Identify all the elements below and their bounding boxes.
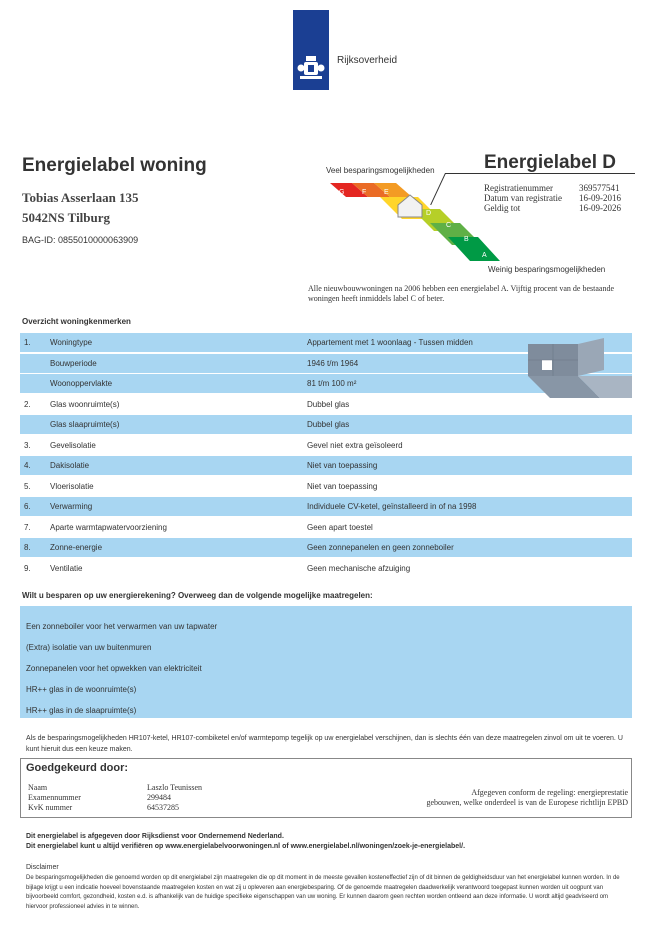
conformity-statement: Afgegeven conform de regeling: energieprestatie gebouwen, welke onderdeel is van de Europese richtlijn EPBD <box>426 788 628 807</box>
scale-letter-c: C <box>446 222 452 229</box>
row-value: Niet van toepassing <box>307 461 378 470</box>
row-label: Zonne-energie <box>50 543 103 552</box>
table-row <box>20 497 632 516</box>
row-number: 7. <box>24 522 31 532</box>
valid-until-row: Geldig tot 16-09-2026 <box>484 203 621 213</box>
row-value: Niet van toepassing <box>307 481 378 491</box>
registration-date-row: Datum van registratie 16-09-2016 <box>484 193 621 203</box>
row-value: Dubbel glas <box>307 420 350 429</box>
scale-letter-a: A <box>482 252 487 259</box>
disclaimer-title: Disclaimer <box>26 864 59 871</box>
row-value: Geen apart toestel <box>307 522 373 532</box>
row-value: Gevel niet extra geïsoleerd <box>307 440 403 450</box>
row-number: 9. <box>24 563 31 573</box>
measure-item: Een zonneboiler voor het verwarmen van uw tapwater <box>26 622 218 631</box>
disclaimer-text: De besparingsmogelijkheden die genoemd worden op dit energielabel zijn maatregelen die op dit moment in de meeste gevallen kosteneffectief zijn of dit binnen de geldigheidsduur van het energielabel kunnen worden. In de bijlage krijgt u een indicatie hoeveel bovenstaande maatregelen kosten en wat zij u opleveren aan energiebesparing. Of de genoemde maatregelen daadwerkelijk verantwoord toegepast kunnen worden uit oogpunt van bijvoorbeeld comfort, gezondheid, kosten e.d. is afhankelijk van de huidige specifieke eigenschappen van uw woning. Er kunnen daarom geen rechten worden ontleend aan deze informatie. U wordt altijd geadviseerd om hiervoor professioneel advies in te winnen. <box>26 875 620 910</box>
measure-item: HR++ glas in de woonruimte(s) <box>26 685 137 694</box>
row-label: Glas woonruimte(s) <box>50 399 120 409</box>
table-row <box>20 436 632 455</box>
row-value: 81 t/m 100 m² <box>307 379 357 388</box>
row-value: Individuele CV-ketel, geïnstalleerd in of na 1998 <box>307 502 477 511</box>
row-label: Gevelisolatie <box>50 440 96 450</box>
row-number: 3. <box>24 440 31 450</box>
logo-text: Rijksoverheid <box>337 55 398 66</box>
kvk-number-label: KvK nummer <box>28 803 73 812</box>
measure-item: (Extra) isolatie van uw buitenmuren <box>26 643 152 652</box>
address-street: Tobias Asserlaan 135 <box>22 190 139 205</box>
label-intro-text: Alle nieuwbouwwoningen na 2006 hebben een energielabel A. Vijftig procent van de bestaande woningen heeft inmiddels label C of beter. <box>308 284 615 303</box>
scale-letter-g: G <box>339 189 345 196</box>
energy-label-title: Energielabel D <box>484 152 616 173</box>
row-value: Appartement met 1 woonlaag - Tussen midden <box>307 338 473 347</box>
row-label: Dakisolatie <box>50 461 90 470</box>
row-number: 8. <box>24 543 31 552</box>
row-number: 5. <box>24 481 31 491</box>
label-divider <box>445 173 635 174</box>
row-label: Glas slaapruimte(s) <box>50 420 120 429</box>
row-label: Aparte warmtapwatervoorziening <box>50 522 167 532</box>
table-row <box>20 518 632 537</box>
measure-item: Zonnepanelen voor het opwekken van elektriciteit <box>26 664 202 673</box>
row-label: Verwarming <box>50 502 93 511</box>
scale-letter-e: E <box>384 189 389 196</box>
measure-item: HR++ glas in de slaapruimte(s) <box>26 706 137 715</box>
measures-title: Wilt u besparen op uw energierekening? Overweeg dan de volgende mogelijke maatregelen: <box>22 591 373 600</box>
approver-name-label: Naam <box>28 783 48 792</box>
apartment-illustration <box>528 336 632 398</box>
overview-title: Overzicht woningkenmerken <box>22 317 131 326</box>
row-label: Ventilatie <box>50 563 83 573</box>
kvk-number-value: 64537285 <box>147 803 179 812</box>
scale-letter-b: B <box>464 236 469 243</box>
energy-scale-diagram <box>330 175 505 270</box>
measures-note: Als de besparingsmogelijkheden HR107-ketel, HR107-combiketel en/of warmtepomp tegelijk op uw energielabel verschijnen, dan is slechts één van deze maatregelen zinvol om uit te voeren. U kunt hieruit dus een keuze maken. <box>26 735 623 753</box>
row-label: Bouwperiode <box>50 358 97 368</box>
row-number: 1. <box>24 338 31 347</box>
exam-number-value: 299484 <box>147 793 171 802</box>
row-number: 6. <box>24 502 31 511</box>
row-number: 2. <box>24 399 31 409</box>
table-row <box>20 456 632 475</box>
many-savings-caption: Veel besparingsmogelijkheden <box>326 166 435 175</box>
few-savings-caption: Weinig besparingsmogelijkheden <box>488 265 606 274</box>
table-row <box>20 477 632 496</box>
bag-id: BAG-ID: 0855010000063909 <box>22 235 139 245</box>
row-value: Dubbel glas <box>307 399 350 409</box>
row-label: Vloerisolatie <box>50 481 94 491</box>
scale-letter-d: D <box>426 210 432 217</box>
table-row <box>20 559 632 578</box>
exam-number-label: Examennummer <box>28 793 81 802</box>
row-label: Woningtype <box>50 338 93 347</box>
row-label: Woonoppervlakte <box>50 379 113 388</box>
document-title: Energielabel woning <box>22 155 207 176</box>
row-value: 1946 t/m 1964 <box>307 358 359 368</box>
address-city: 5042NS Tilburg <box>22 210 111 225</box>
scale-letter-f: F <box>362 189 367 196</box>
scale-band-a <box>448 237 500 261</box>
registration-number-row: Registratienummer 369577541 <box>484 183 620 193</box>
table-row <box>20 538 632 557</box>
verify-text: Dit energielabel kunt u altijd verifiëren op www.energielabelvoorwoningen.nl of www.energielabel.nl/woningen/zoek-je-energielabel/. <box>26 843 466 850</box>
approved-title: Goedgekeurd door: <box>26 762 129 774</box>
approver-name-value: Laszlo Teunissen <box>147 783 203 792</box>
table-row <box>20 415 632 434</box>
row-number: 4. <box>24 461 31 470</box>
measures-list <box>20 606 632 718</box>
coat-of-arms-icon <box>296 54 326 84</box>
row-value: Geen zonnepanelen en geen zonneboiler <box>307 543 454 552</box>
issued-by-text: Dit energielabel is afgegeven door Rijksdienst voor Ondernemend Nederland. <box>26 833 284 840</box>
row-value: Geen mechanische afzuiging <box>307 563 411 573</box>
